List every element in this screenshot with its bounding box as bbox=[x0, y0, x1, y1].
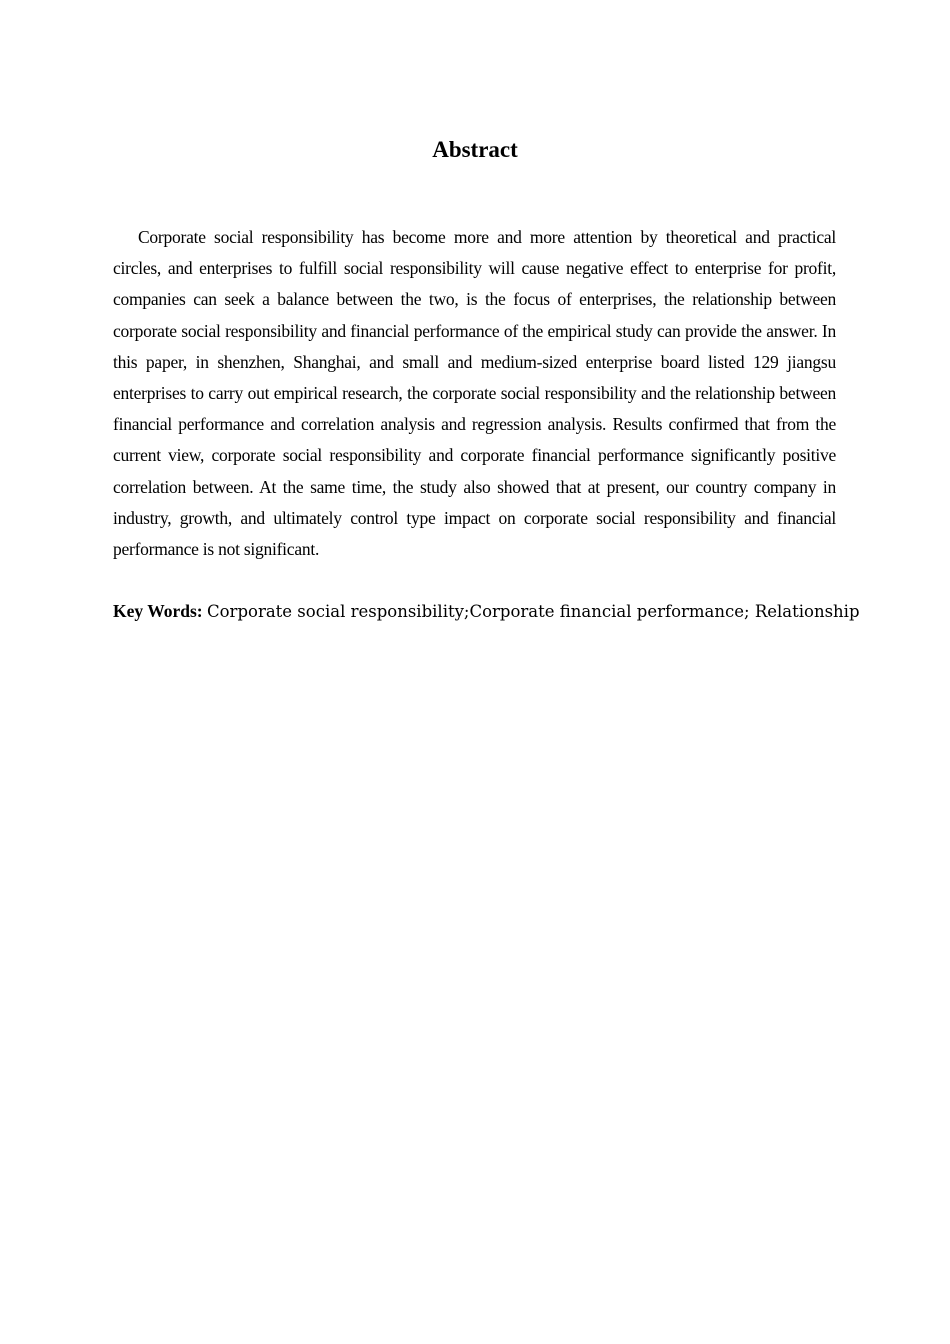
abstract-body: Corporate social responsibility has become more and more attention by theoretical and practical circles, and enterprises to fulfill social responsibility will cause negative effect to enterprise for profit, companies can seek a balance between the two, is the focus of enterprises, the relationship between corporate social responsibility and financial performance of the empirical study can provide the answer. In this paper, in shenzhen, Shanghai, and small and medium-sized enterprise board listed 129 jiangsu enterprises to carry out empirical research, the corporate social responsibility and the relationship between financial performance and correlation analysis and regression analysis. Results confirmed that from the current view, corporate social responsibility and corporate financial performance significantly positive correlation between. At the same time, the study also showed that at present, our country company in industry, growth, and ultimately control type impact on corporate social responsibility and financial performance is not significant. bbox=[113, 227, 836, 560]
keywords-values: Corporate social responsibility;Corporate financial performance; Relationship bbox=[207, 602, 860, 621]
keywords-label: Key Words: bbox=[113, 601, 203, 621]
page-title: Abstract bbox=[432, 137, 518, 162]
keywords-line bbox=[113, 598, 873, 625]
